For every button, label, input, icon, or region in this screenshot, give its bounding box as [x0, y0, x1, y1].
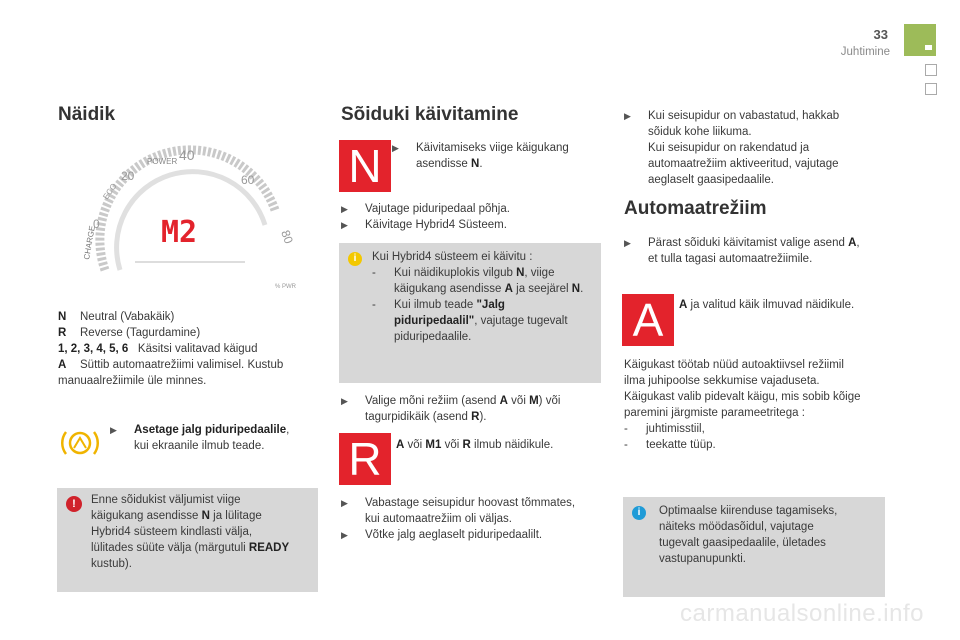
gear-indicator-legend	[58, 309, 318, 389]
mode-select-instruction: ▶ Valige mõni režiim (asend A või M) või tagurpidikäik (asend R).	[341, 395, 561, 423]
info-box-start: i Kui Hybrid4 süsteem ei käivitu : - Kui näidikuplokis vilgub N, viige käigukang asendisse A ja seejärel N. - Kui ilmub teade "Jalg piduripedaalil", vajutage tugevalt piduripedaalile.	[339, 243, 601, 383]
dial-label-pwr: % PWR	[275, 284, 296, 290]
triangle-right-icon: ▶	[341, 396, 348, 406]
dial-label-eco: ECO	[101, 181, 119, 202]
section-heading-automatic: Automaatrežiim	[624, 198, 767, 219]
section-title: Juhtimine	[840, 46, 890, 58]
parking-brake-note: ▶ Kui seisupidur on vabastatud, hakkab sõiduk kohe liikuma. Kui seisupidur on rakendatud ja automaatrežiim aktiveeritud, vajutage aeglaselt gaasipedaalile.	[624, 110, 840, 186]
triangle-right-icon: ▶	[341, 530, 348, 540]
triangle-right-icon: ▶	[341, 498, 348, 508]
dial-label-power: POWER	[147, 157, 178, 166]
page-number: 33	[873, 27, 888, 42]
lift-foot-instruction: ▶ Võtke jalg aeglaselt piduripedaalilt.	[341, 529, 543, 541]
watermark: carmanualsonline.info	[680, 600, 924, 627]
legend-row-a-cont: manuaalrežiimile üle minnes.	[58, 375, 207, 387]
triangle-right-icon: ▶	[341, 220, 348, 230]
dial-label-80: 80	[278, 228, 296, 246]
info-box-acceleration: i Optimaalse kiirenduse tagamiseks, näiteks möödasõidul, vajutage tugevalt gaasipedaalile, ületades vastupanupunkti.	[623, 497, 885, 597]
legend-row-r: R Reverse (Tagurdamine)	[58, 327, 201, 339]
release-brake-instruction: ▶ Vabastage seisupidur hoovast tõmmates, kui automaatrežiim oli väljas.	[341, 497, 576, 525]
info-icon: i	[348, 252, 362, 266]
display-appears-text: A või M1 või R ilmub näidikule.	[396, 439, 554, 451]
section-heading-starting: Sõiduki käivitamine	[341, 104, 519, 125]
auto-display-text: A ja valitud käik ilmuvad näidikule.	[679, 299, 855, 311]
dial-label-0: 0	[93, 217, 100, 231]
gearbox-description: Käigukast töötab nüüd autoaktiivsel režiimil ilma juhipoolse sekkumise vajaduseta. Käigukast valib pidevalt käigu, mis sobib kõige paremini järgmiste parameetritega : - juhtimisstiil, - teekatte tüüp.	[624, 357, 894, 453]
legend-row-n: N Neutral (Vabakäik)	[58, 311, 175, 323]
auto-mode-instruction: ▶ Pärast sõiduki käivitamist valige asend A, et tulla tagasi automaatrežiimile.	[624, 237, 860, 265]
dial-label-20: 20	[121, 169, 135, 183]
triangle-right-icon: ▶	[624, 111, 631, 121]
param-item: - juhtimisstiil,	[624, 423, 705, 435]
start-instruction: ▶ Käivitamiseks viige käigukang asendisse N.	[392, 142, 569, 170]
warning-box: ! Enne sõidukist väljumist viige käigukang asendisse N ja lülitage Hybrid4 süsteem kindlasti välja, lülitades süüte välja (märgutuli READY kustub).	[57, 488, 318, 592]
legend-row-manual: 1, 2, 3, 4, 5, 6 Käsitsi valitavad käigud	[58, 343, 258, 355]
gear-badge-a: A	[622, 294, 674, 346]
instrument-cluster-illustration	[75, 140, 305, 300]
param-item: - teekatte tüüp.	[624, 439, 716, 451]
gear-badge-n: N	[339, 140, 391, 192]
triangle-right-icon: ▶	[110, 425, 117, 435]
pedal-instruction: ▶ Asetage jalg piduripedaalile, kui ekraanile ilmub teade.	[110, 424, 290, 452]
legend-row-a: A Süttib automaatrežiimi valimisel. Kustub	[58, 359, 284, 371]
section-heading-nadik: Näidik	[58, 104, 116, 125]
info-icon: i	[632, 506, 646, 520]
dial-label-60: 60	[241, 173, 255, 187]
gear-display: M2	[161, 215, 198, 250]
triangle-right-icon: ▶	[624, 238, 631, 248]
page-marker-square	[925, 64, 937, 76]
hybrid-start-instruction: ▶ Käivitage Hybrid4 Süsteem.	[341, 219, 507, 231]
brake-instruction: ▶ Vajutage piduripedaal põhja.	[341, 203, 510, 215]
dial-label-40: 40	[179, 147, 195, 163]
page-marker-square	[925, 83, 937, 95]
triangle-right-icon: ▶	[392, 143, 399, 153]
gear-badge-r: R	[339, 433, 391, 485]
dial-label-charge: CHARGE	[82, 225, 97, 261]
warning-icon: !	[66, 496, 82, 512]
triangle-right-icon: ▶	[341, 204, 348, 214]
brake-pedal-warning-icon	[60, 426, 100, 460]
section-marker	[904, 24, 936, 56]
